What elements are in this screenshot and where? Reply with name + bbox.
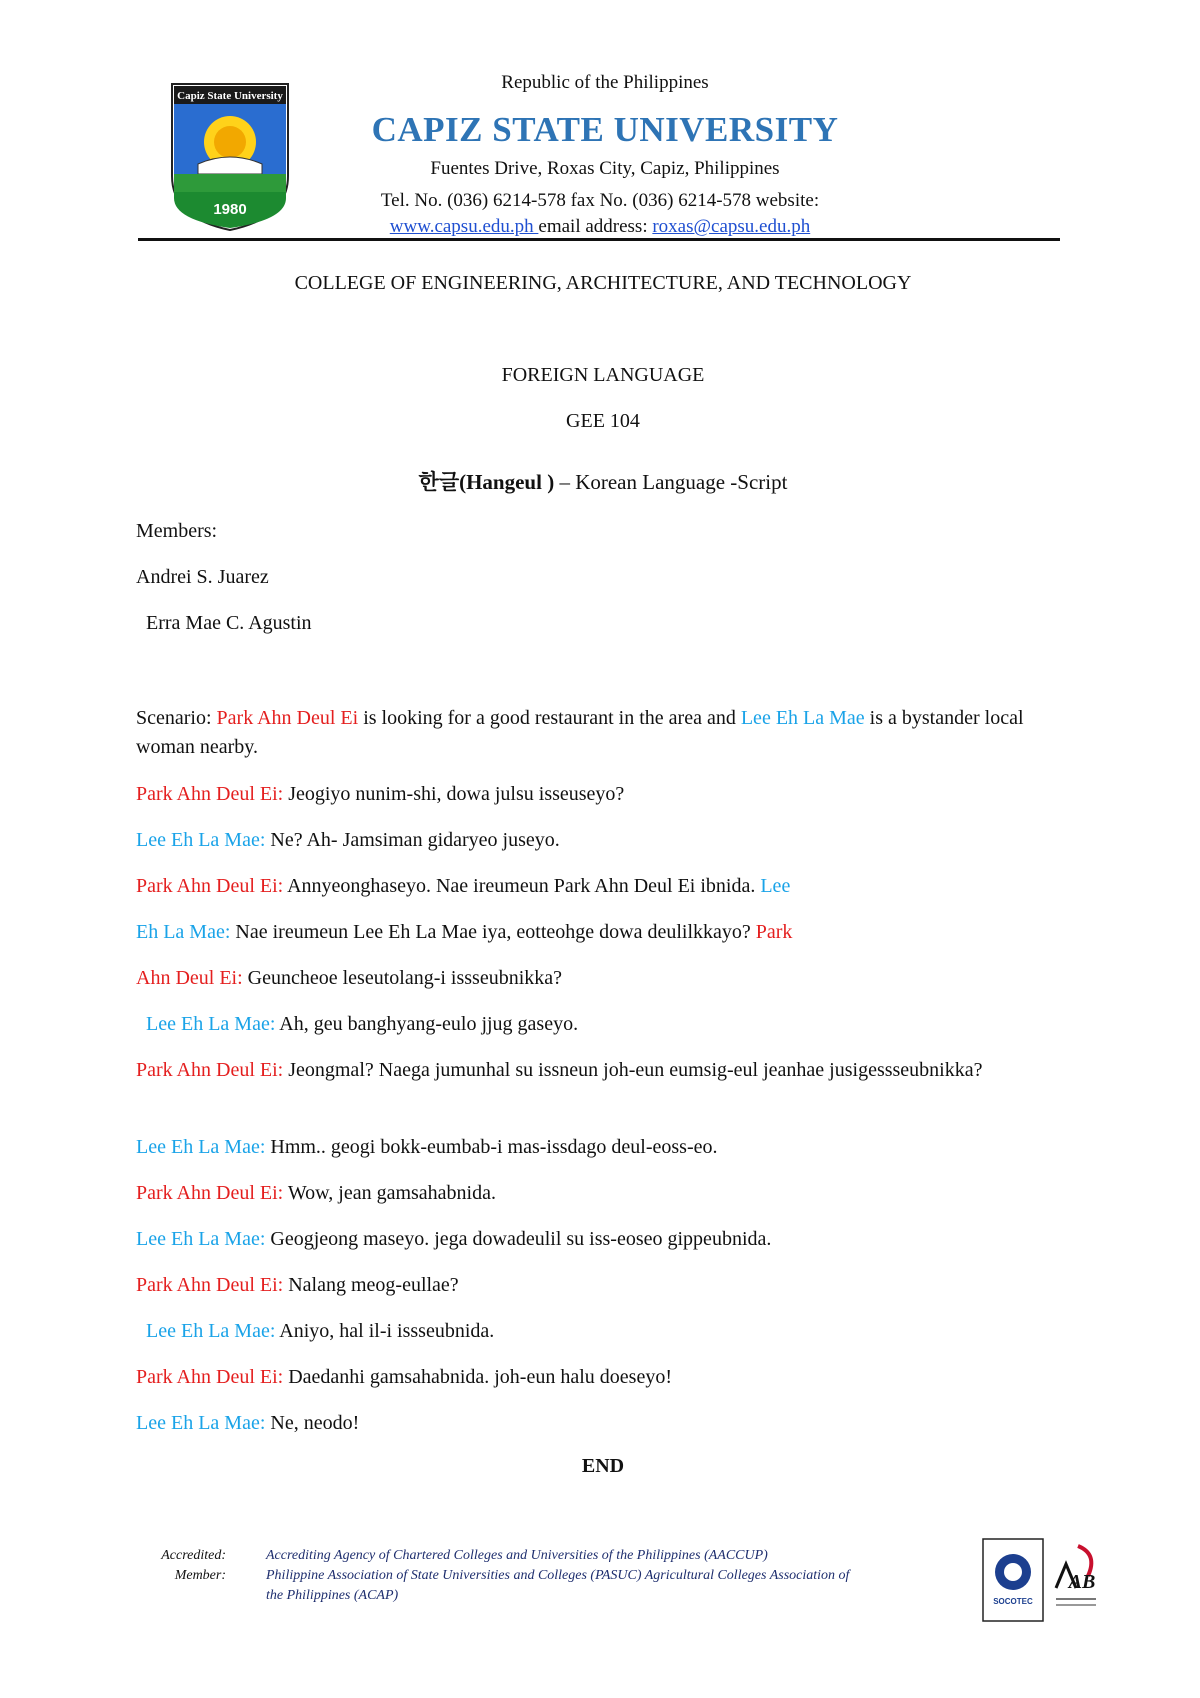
line-text: Jeongmal? Naega jumunhal su issneun joh-eun eumsig-eul jeanhae jusigessseubnikka?: [283, 1059, 983, 1081]
speaker-label: Lee Eh La Mae:: [136, 1136, 266, 1158]
dialogue-line: [136, 1363, 1066, 1392]
speaker-label: Lee Eh La Mae:: [136, 1412, 266, 1434]
speaker-label: Park Ahn Deul Ei:: [136, 1182, 284, 1204]
scenario-mid: is looking for a good restaurant in the area and: [358, 707, 741, 729]
member-label: Member:: [174, 1568, 226, 1583]
title-korean: 한글: [418, 470, 460, 494]
speaker-label: Park Ahn Deul Ei:: [136, 783, 284, 805]
logo-text: Capiz State University: [177, 90, 283, 102]
scenario-rest: is a bystander local woman nearby.: [136, 707, 1024, 758]
line-text: Aniyo, hal il-i issseubnida.: [275, 1320, 495, 1342]
dialogue-line: [146, 1317, 1076, 1346]
cert-text: AB: [1068, 1571, 1096, 1593]
email-label: email address:: [538, 216, 653, 237]
socotec-cert-logo: [982, 1538, 1044, 1622]
dialogue-line: [136, 1179, 1066, 1208]
line-text: Daedanhi gamsahabnida. joh-eun halu doeseyo!: [283, 1366, 672, 1388]
line-text: Annyeonghaseyo. Nae ireumeun Park Ahn Deul Ei ibnida.: [283, 875, 761, 897]
member-text-cont: the Philippines (ACAP): [266, 1588, 399, 1603]
member-text: Philippine Association of State Universities and Colleges (PASUC) Agricultural Colleges Association of: [266, 1568, 850, 1583]
line-text: Wow, jean gamsahabnida.: [283, 1182, 496, 1204]
speaker-label: Lee Eh La Mae:: [136, 1228, 266, 1250]
line-text: Ah, geu banghyang-eulo jjug gaseyo.: [275, 1013, 579, 1035]
line-trail: Lee: [760, 875, 791, 897]
line-text: Jeogiyo nunim-shi, dowa julsu isseuseyo?: [283, 783, 625, 805]
header-divider: [138, 238, 1060, 241]
logo-year: 1980: [213, 201, 247, 218]
line-text: Nalang meog-eullae?: [283, 1274, 459, 1296]
line-text: Ne, neodo!: [265, 1412, 360, 1434]
speaker-label: Ahn Deul Ei:: [136, 967, 243, 989]
dialogue-line: [136, 1056, 1066, 1085]
members-label: Members:: [136, 520, 218, 542]
speaker-label: Lee Eh La Mae:: [146, 1320, 276, 1342]
line-text: Nae ireumeun Lee Eh La Mae iya, eotteohge dowa deulilkkayo?: [230, 921, 756, 943]
contact-line: Tel. No. (036) 6214-578 fax No. (036) 6214-578 website:: [380, 190, 820, 211]
university-logo: [168, 80, 292, 232]
scenario-paragraph: [136, 704, 1066, 762]
dialogue-line: [136, 780, 1066, 809]
speaker-park: Park Ahn Deul Ei: [216, 707, 359, 729]
speaker-lee: Lee Eh La Mae: [740, 707, 865, 729]
dialogue-line: [136, 1133, 1066, 1162]
line-text: Hmm.. geogi bokk-eumbab-i mas-issdago deul-eoss-eo.: [265, 1136, 718, 1158]
dialogue-line: [146, 1010, 1076, 1039]
university-address: Fuentes Drive, Roxas City, Capiz, Philippines: [430, 158, 780, 179]
document-title: [120, 466, 1086, 496]
dialogue-line: [136, 826, 1066, 855]
jab-cert-logo: [1048, 1536, 1104, 1622]
dialogue-line: [136, 964, 1066, 993]
speaker-label: Park Ahn Deul Ei:: [136, 875, 284, 897]
end-marker: END: [581, 1455, 625, 1477]
line-text: Geuncheoe leseutolang-i issseubnikka?: [242, 967, 563, 989]
speaker-label: Park Ahn Deul Ei:: [136, 1366, 284, 1388]
line-text: Geogjeong maseyo. jega dowadeulil su iss-eoseo gippeubnida.: [265, 1228, 772, 1250]
speaker-label: Park Ahn Deul Ei:: [136, 1059, 284, 1081]
course-code: GEE 104: [566, 410, 640, 432]
university-name: CAPIZ STATE UNIVERSITY: [371, 110, 839, 149]
website-link[interactable]: www.capsu.edu.ph: [389, 216, 539, 237]
dialogue-line: [136, 872, 1066, 901]
line-trail: Park: [755, 921, 793, 943]
links-line: [320, 216, 880, 238]
email-link[interactable]: roxas@capsu.edu.ph: [652, 216, 811, 237]
scenario-label: Scenario:: [136, 707, 217, 729]
dialogue-line: [136, 1225, 1066, 1254]
dialogue-line: [136, 1409, 1066, 1438]
member-name: Andrei S. Juarez: [136, 566, 269, 588]
dialogue-line: [136, 1271, 1066, 1300]
accredited-label: Accredited:: [161, 1548, 226, 1563]
subject-title: FOREIGN LANGUAGE: [501, 364, 705, 386]
college-name: COLLEGE OF ENGINEERING, ARCHITECTURE, AND TECHNOLOGY: [294, 272, 912, 294]
member-name: Erra Mae C. Agustin: [146, 612, 312, 634]
dialogue-line: [136, 918, 1066, 947]
speaker-label: Lee Eh La Mae:: [146, 1013, 276, 1035]
speaker-label: Lee Eh La Mae:: [136, 829, 266, 851]
speaker-label: Eh La Mae:: [136, 921, 231, 943]
speaker-label: Park Ahn Deul Ei:: [136, 1274, 284, 1296]
title-hangeul: (Hangeul ): [459, 470, 555, 494]
line-text: Ne? Ah- Jamsiman gidaryeo juseyo.: [265, 829, 560, 851]
cert-text: SOCOTEC: [993, 1597, 1033, 1606]
republic-line: Republic of the Philippines: [501, 72, 709, 93]
title-rest: – Korean Language -Script: [554, 470, 788, 494]
accredited-text: Accrediting Agency of Chartered Colleges and Universities of the Philippines (AACCUP): [266, 1548, 768, 1563]
